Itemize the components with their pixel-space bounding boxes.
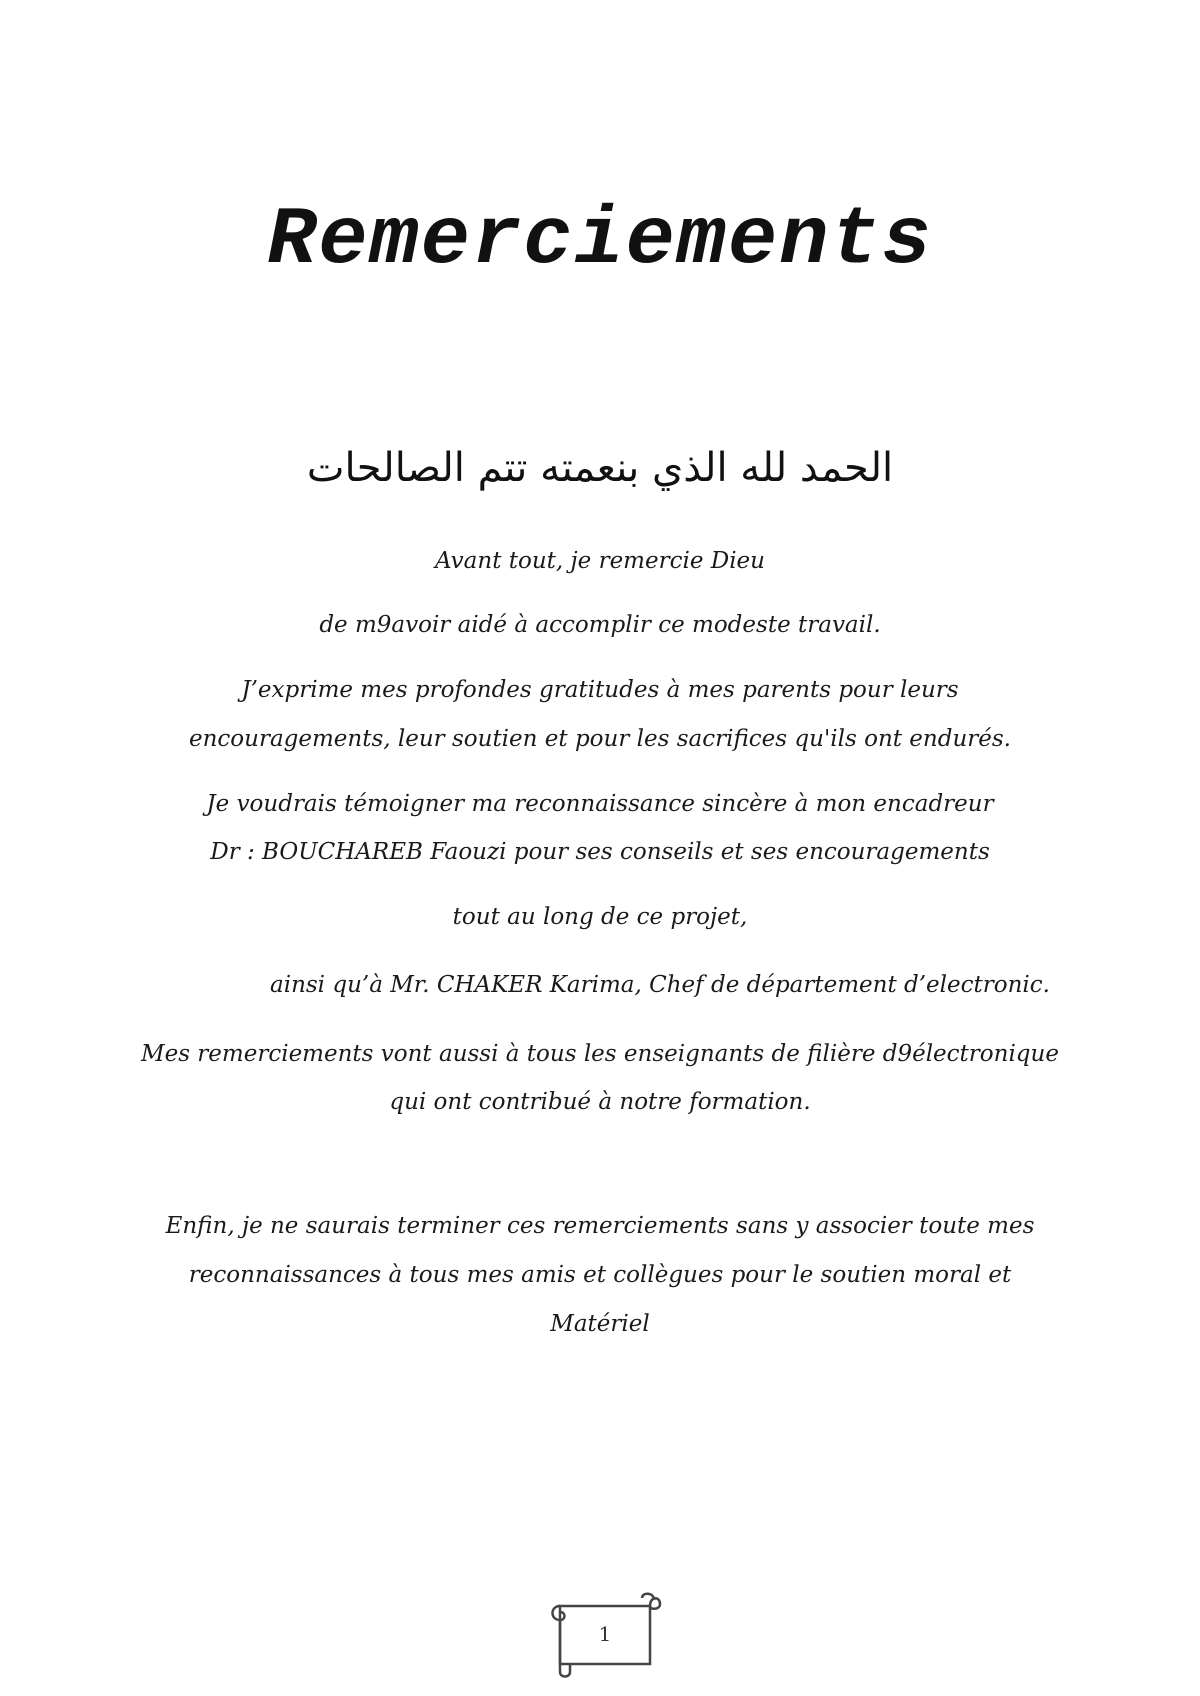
paragraph-line: tout au long de ce projet, [452, 904, 748, 930]
paragraph-line: Je voudrais témoigner ma reconnaissance sincère à mon encadreur [206, 791, 994, 817]
paragraph-line: Matériel [550, 1311, 650, 1337]
page-title: Remerciements [267, 194, 933, 287]
paragraph-line: Avant tout, je remercie Dieu [435, 548, 765, 574]
paragraph-line: ainsi qu’à Mr. CHAKER Karima, Chef de département d’electronic. [270, 972, 1050, 998]
page-number-scroll [546, 1592, 664, 1678]
arabic-invocation: الحمد لله الذي بنعمته تتم الصالحات [306, 445, 894, 491]
page-number: 1 [598, 1622, 612, 1646]
paragraph-line: de m9avoir aidé à accomplir ce modeste travail. [319, 612, 881, 638]
paragraph-line: qui ont contribué à notre formation. [389, 1089, 811, 1115]
paragraph-line: encouragements, leur soutien et pour les sacrifices qu'ils ont endurés. [188, 726, 1011, 752]
paragraph-line: Mes remerciements vont aussi à tous les enseignants de filière d9électronique [141, 1041, 1059, 1067]
paragraph-line: J’exprime mes profondes gratitudes à mes parents pour leurs [241, 677, 959, 703]
paragraph-line: Dr : BOUCHAREB Faouzi pour ses conseils et ses encouragements [210, 839, 990, 865]
paragraph-line: Enfin, je ne saurais terminer ces remerciements sans y associer toute mes [165, 1213, 1035, 1239]
paragraph-line: reconnaissances à tous mes amis et collègues pour le soutien moral et [188, 1262, 1012, 1288]
